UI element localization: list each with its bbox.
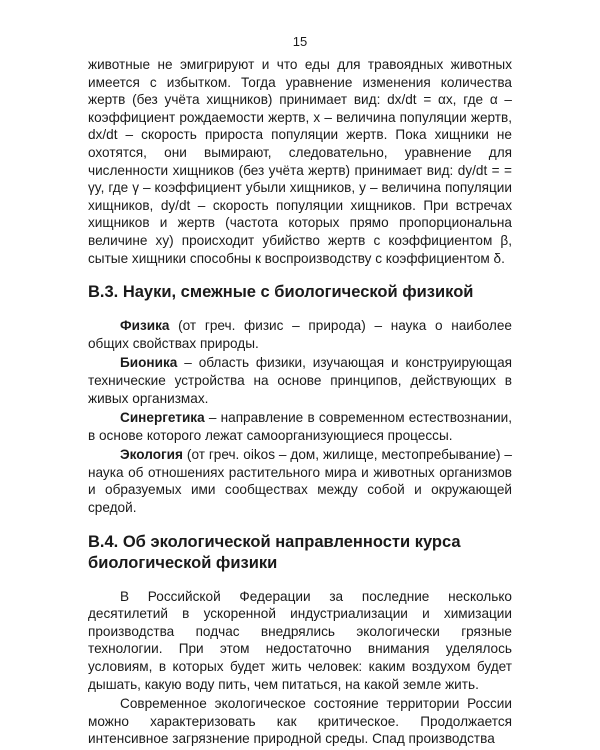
definition-text: – область физики, изучающая и конструирующая технические устройства на основе принципов, действующих в живых организмах.: [88, 355, 512, 406]
definition-synergetics: [88, 409, 512, 444]
definition-term: Экология: [120, 447, 183, 463]
definition-bionics: [88, 354, 512, 407]
definition-term: Бионика: [120, 355, 178, 371]
definition-term: Физика: [120, 318, 170, 334]
intro-paragraph: животные не эмигрируют и что еды для травоядных животных имеется с избытком. Тогда уравнение изменения количества жертв (без учёта хищников) принимает вид: dx/dt = αx, где α – коэффициент рождаемости жертв, x – величина популяции жертв, dx/dt – скорость прироста популяции жертв. Пока хищники не охотятся, они вымирают, следовательно, уравнение для численности хищников (без учёта жертв) принимает вид: dy/dt = = γy, где γ – коэффициент убыли хищников, y – величина популяции хищников, dy/dt – скорость популяции хищников. При встречах хищников и жертв (частота которых прямо пропорциональна величине xy) происходит убийство жертв с коэффициентом β, сытые хищники способны к воспроизводству с коэффициентом δ.: [88, 57, 512, 266]
definition-text: (от греч. физис – природа) – наука о наиболее общих свойствах природы.: [88, 318, 512, 351]
page-number: 15: [292, 34, 308, 49]
body-paragraph: Современное экологическое состояние территории России можно характеризовать как критическое. Продолжается интенсивное загрязнение природной среды. Спад производства: [88, 696, 512, 747]
definition-ecology: [88, 446, 512, 516]
definition-term: Синергетика: [120, 410, 205, 426]
definition-text: – направление в современном естествознании, в основе которого лежат самоорганизующиеся процессы.: [88, 410, 512, 443]
section-b4-heading: В.4. Об экологической направленности курса биологической физики: [88, 532, 461, 572]
definition-text: (от греч. oikos – дом, жилище, местопребывание) – наука об отношениях растительного мира и животных организмов и образуемых ими сообществах между собой и окружающей средой.: [88, 447, 512, 516]
body-paragraph: В Российской Федерации за последние несколько десятилетий в ускоренной индустриализации и химизации производства подчас внедрялись экологически грязные технологии. При этом недостаточно внимания уделялось условиям, в которых будет жить человек: каким воздухом будет дышать, какую воду пить, чем питаться, на какой земле жить.: [88, 588, 512, 692]
section-b3-heading: В.3. Науки, смежные с биологической физикой: [88, 283, 474, 302]
definition-physics: [88, 317, 512, 352]
